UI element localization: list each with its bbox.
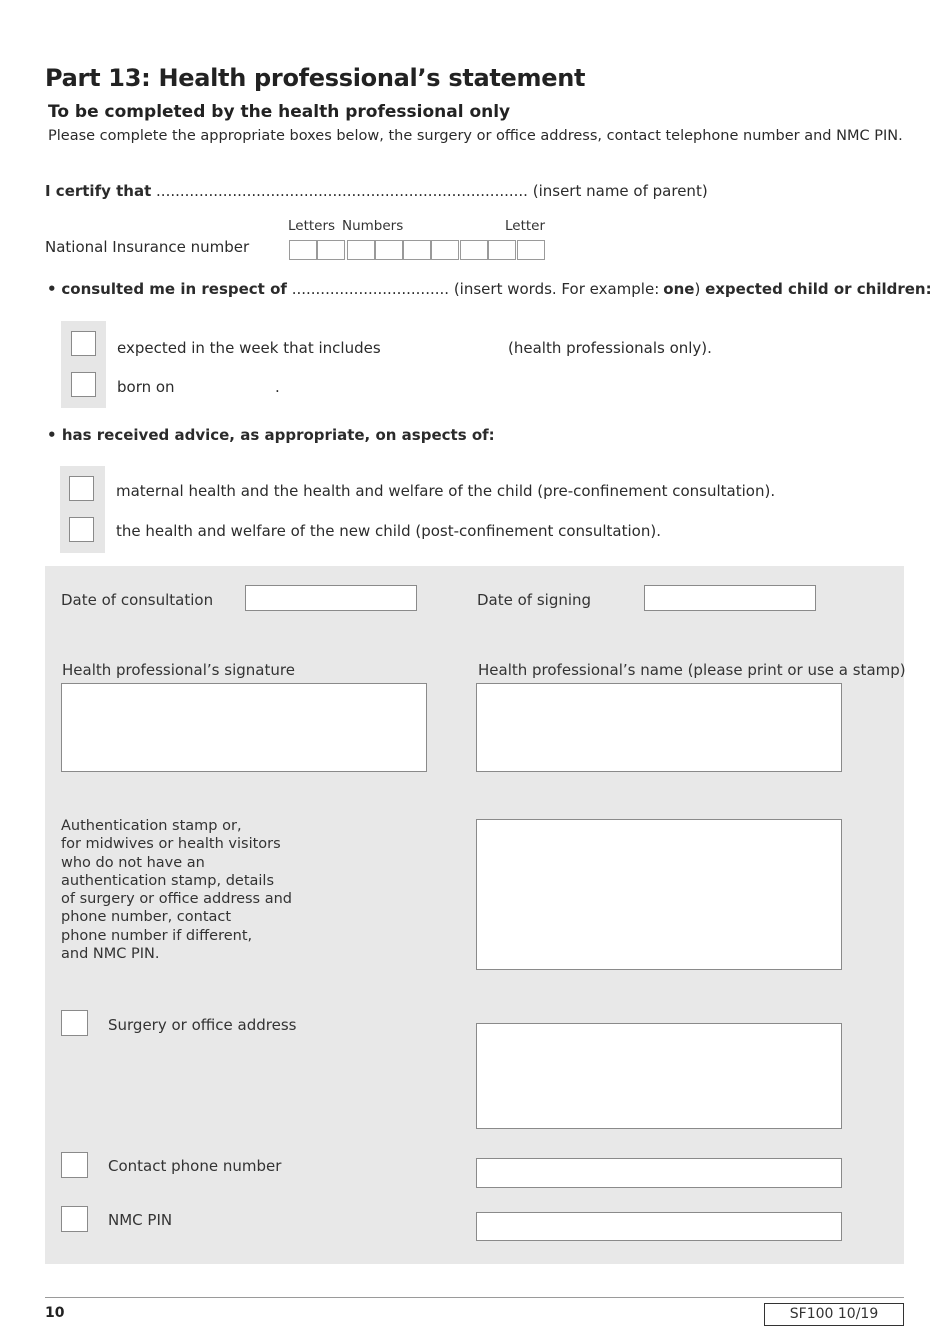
auth-line: who do not have an [61, 854, 205, 871]
advice-heading-line [47, 426, 495, 444]
intro-text: Please complete the appropriate boxes below, the surgery or office address, contact telephone number and NMC PIN. [48, 128, 903, 144]
auth-line: authentication stamp, details [61, 872, 274, 889]
consulted-mid: (insert words. For example: [453, 280, 660, 298]
bullet: • [47, 280, 57, 298]
page-subtitle: To be completed by the health professional only [48, 102, 511, 122]
maternal-health-checkbox[interactable] [69, 476, 94, 501]
contact-phone-checkbox[interactable] [61, 1152, 88, 1178]
ni-box-5[interactable] [403, 240, 431, 260]
ni-box-2[interactable] [317, 240, 345, 260]
advice-heading: has received advice, as appropriate, on aspects of: [61, 426, 495, 444]
consulted-example: one [663, 280, 695, 298]
auth-line: phone number if different, [61, 927, 253, 944]
contact-phone-label: Contact phone number [108, 1157, 282, 1175]
ni-col-numbers: Numbers [342, 218, 404, 234]
date-signing-label: Date of signing [477, 591, 592, 609]
nmc-pin-checkbox[interactable] [61, 1206, 88, 1232]
contact-phone-field[interactable] [476, 1158, 842, 1188]
ni-col-letter: Letter [505, 218, 546, 234]
signature-label: Health professional’s signature [62, 661, 295, 679]
page-title: Part 13: Health professional’s statement [45, 64, 586, 92]
certify-prefix: I certify that [45, 182, 152, 200]
auth-line: phone number, contact [61, 909, 232, 926]
consulted-suffix: expected child or children: [705, 280, 932, 298]
auth-line: of surgery or office address and [61, 891, 293, 908]
footer-divider [45, 1297, 904, 1298]
born-on-label: born on [117, 378, 175, 396]
ni-box-1[interactable] [289, 240, 317, 260]
health-only-note: (health professionals only). [508, 339, 712, 357]
signature-field[interactable] [61, 683, 427, 772]
consulted-words-field[interactable]: ................................. [291, 280, 450, 298]
consulted-close: ) [694, 280, 701, 298]
nmc-pin-field[interactable] [476, 1212, 842, 1241]
date-consultation-label: Date of consultation [61, 591, 214, 609]
surgery-address-field[interactable] [476, 1023, 842, 1129]
certify-suffix: (insert name of parent) [532, 182, 708, 200]
consulted-line [47, 280, 932, 298]
date-consultation-field[interactable] [245, 585, 417, 611]
expected-week-label: expected in the week that includes [117, 339, 381, 357]
consulted-prefix: consulted me in respect of [61, 280, 287, 298]
name-field[interactable] [476, 683, 842, 772]
auth-line: Authentication stamp or, [61, 818, 242, 834]
surgery-address-label: Surgery or office address [108, 1016, 297, 1034]
maternal-health-label: maternal health and the health and welfare of the child (pre-confinement consultation). [116, 482, 776, 500]
expected-week-checkbox[interactable] [71, 331, 96, 356]
auth-line: and NMC PIN. [61, 946, 160, 963]
bullet: • [47, 426, 57, 444]
authentication-stamp-field[interactable] [476, 819, 842, 970]
ni-box-6[interactable] [431, 240, 459, 260]
parent-name-field[interactable]: .............................................................................. [156, 182, 528, 200]
ni-label: National Insurance number [45, 238, 250, 256]
page-number: 10 [45, 1305, 65, 1321]
authentication-instructions [61, 817, 292, 963]
ni-box-9[interactable] [517, 240, 545, 260]
ni-box-7[interactable] [460, 240, 488, 260]
form-code: SF100 10/19 [764, 1303, 904, 1326]
auth-line: for midwives or health visitors [61, 836, 281, 853]
born-on-dot: . [275, 378, 280, 396]
new-child-label: the health and welfare of the new child (post-confinement consultation). [116, 522, 661, 540]
nmc-pin-label: NMC PIN [108, 1211, 173, 1229]
certify-line [45, 182, 708, 200]
surgery-address-checkbox[interactable] [61, 1010, 88, 1036]
new-child-checkbox[interactable] [69, 517, 94, 542]
ni-box-3[interactable] [347, 240, 375, 260]
date-signing-field[interactable] [644, 585, 816, 611]
ni-box-4[interactable] [375, 240, 403, 260]
ni-box-8[interactable] [488, 240, 516, 260]
born-on-checkbox[interactable] [71, 372, 96, 397]
name-label: Health professional’s name (please print or use a stamp) [478, 661, 906, 679]
ni-col-letters: Letters [288, 218, 336, 234]
